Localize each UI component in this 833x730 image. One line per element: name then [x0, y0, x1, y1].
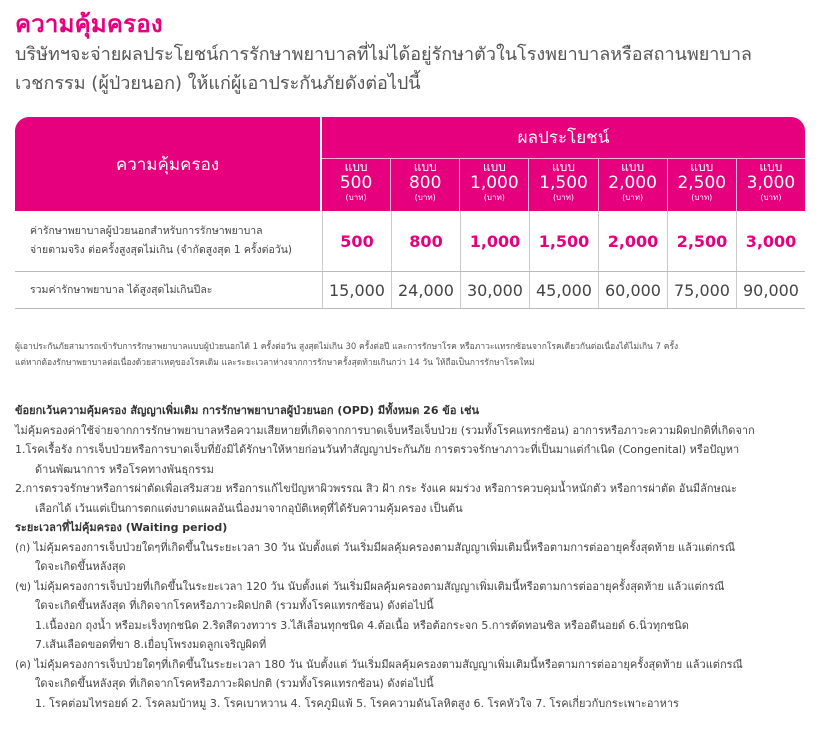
waiting-item-cont: ใดจะเกิดขึ้นหลังสุด ที่เกิดจากโรคหรือภาวะผิดปกติ (รวมทั้งโรคแทรกซ้อน) ดังต่อไปนี้ [35, 677, 434, 690]
table-row-per-visit [15, 211, 805, 272]
plan-prefix: แบบ [759, 160, 783, 174]
plan-header [528, 159, 597, 211]
plan-unit: (บาท) [345, 193, 367, 202]
plan-prefix: แบบ [552, 160, 575, 174]
plan-header [598, 159, 667, 211]
waiting-item: (ค) ไม่คุ้มครองการเจ็บป่วยใดๆที่เกิดขึ้นในระยะเวลา 180 วัน นับตั้งแต่ วันเริ่มมีผลคุ้มครองตามสัญญาเพิ่มเติมนี้หรือตามการต่ออายุครั้งสุดท้าย แล้วแต่กรณี [15, 657, 743, 671]
table-cell: 2,500 [667, 211, 736, 271]
plan-prefix: แบบ [621, 160, 645, 174]
exclusions-heading: ข้อยกเว้นความคุ้มครอง สัญญาเพิ่มเติม การรักษาพยาบาลผู้ป่วยนอก (OPD) มีทั้งหมด 26 ข้อ เช่น [15, 404, 480, 417]
plan-unit: (บาท) [414, 193, 436, 202]
exclusion-item: 1.โรคเรื้อรัง การเจ็บป่วยหรือการบาดเจ็บที่ยังมิได้รักษาให้หายก่อนวันทำสัญญาประกันภัย การตรวจรักษาภาวะที่เป็นมาแต่กำเนิด (Congenital) หรือปัญหา [15, 443, 740, 456]
page-subtitle: บริษัทฯจะจ่ายผลประโยชน์การรักษาพยาบาลที่ไม่ได้อยู่รักษาตัวในโรงพยาบาลหรือสถานพยาบาลเวชกรรม (ผู้ป่วยนอก) ให้แก่ผู้เอาประกันภัยดังต่อไปนี้ [15, 44, 752, 94]
plan-prefix: แบบ [413, 160, 437, 174]
table-cell: 3,000 [736, 211, 805, 271]
exclusions-section [15, 401, 815, 713]
row-label-line: ค่ารักษาพยาบาลผู้ป่วยนอกสำหรับการรักษาพยาบาล [30, 225, 263, 237]
waiting-item-cont: ใดจะเกิดขึ้นหลังสุด ที่เกิดจากโรคหรือภาวะผิดปกติ (รวมทั้งโรคแทรกซ้อน) ดังต่อไปนี้ [35, 599, 434, 612]
exclusion-item: 2.การตรวจรักษาหรือการผ่าตัดเพื่อเสริมสวย หรือการแก้ไขปัญหาผิวพรรณ สิว ฝ้า กระ รังแค ผมร่วง หรือการควบคุมน้ำหนักตัว หรือการผ่าตัด อันมีลักษณะ [15, 482, 737, 495]
table-cell: 15,000 [322, 272, 391, 308]
table-cell: 90,000 [736, 272, 805, 308]
waiting-item-cont: ใดจะเกิดขึ้นหลังสุด [35, 560, 126, 573]
coverage-note [15, 339, 815, 371]
plan-unit: (บาท) [760, 193, 782, 202]
table-row-annual-max [15, 272, 805, 309]
plan-value: 3,000 [746, 173, 796, 193]
plan-value: 800 [408, 173, 442, 193]
table-cell: 45,000 [529, 272, 598, 308]
plan-prefix: แบบ [482, 160, 506, 174]
plan-unit: (บาท) [552, 193, 575, 202]
plan-header [322, 159, 390, 211]
plan-value: 1,000 [470, 173, 519, 193]
waiting-item: (ก) ไม่คุ้มครองการเจ็บป่วยใดๆที่เกิดขึ้นในระยะเวลา 30 วัน นับตั้งแต่ วันเริ่มมีผลคุ้มครองตามสัญญาเพิ่มเติมนี้หรือตามการต่ออายุครั้งสุดท้าย แล้วแต่กรณี [15, 540, 736, 554]
plan-prefix: แบบ [690, 160, 714, 174]
row-label [15, 211, 322, 271]
table-cell: 30,000 [460, 272, 529, 308]
waiting-list: 7.เส้นเลือดขอดที่ขา 8.เยื่อบุโพรงมดลูกเจริญผิดที่ [35, 638, 267, 651]
exclusion-item-cont: ด้านพัฒนาการ หรือโรคทางพันธุกรรม [35, 462, 214, 476]
table-header [15, 117, 805, 211]
coverage-header: ความคุ้มครอง [15, 117, 320, 211]
waiting-item: (ข) ไม่คุ้มครองการเจ็บป่วยที่เกิดขึ้นในระยะเวลา 120 วัน นับตั้งแต่ วันเริ่มมีผลคุ้มครองตามสัญญาเพิ่มเติมนี้หรือตามการต่ออายุครั้งสุดท้าย แล้วแต่กรณี [15, 579, 725, 593]
table-cell: 60,000 [598, 272, 667, 308]
plan-value: 2,000 [608, 173, 657, 193]
plan-header [459, 159, 528, 211]
row-cells [322, 211, 805, 271]
plan-header [390, 159, 459, 211]
waiting-list: 1.เนื้องอก ถุงน้ำ หรือมะเร็งทุกชนิด 2.ริดสีดวงทวาร 3.ไส้เลื่อนทุกชนิด 4.ต้อเนื้อ หรือต้อกระจก 5.การตัดทอนซิล หรืออดีนอยด์ 6.นิ่วทุกชนิด [35, 618, 689, 632]
waiting-heading: ระยะเวลาที่ไม่คุ้มครอง (Waiting period) [15, 521, 228, 534]
plan-header [667, 159, 736, 211]
table-cell: 2,000 [598, 211, 667, 271]
table-cell: 75,000 [667, 272, 736, 308]
benefit-header: ผลประโยชน์ [322, 117, 805, 159]
note-line: แต่หากต้องรักษาพยาบาลต่อเนื่องด้วยสาเหตุของโรคเดิม และระยะเวลาห่างจากการรักษาครั้งสุดท้ายเกินกว่า 14 วัน ให้ถือเป็นการรักษาโรคใหม่ [15, 358, 535, 368]
table-cell: 24,000 [391, 272, 460, 308]
plan-prefix: แบบ [344, 160, 368, 174]
plan-value: 500 [339, 173, 373, 193]
row-cells [322, 272, 805, 308]
plan-header [736, 159, 805, 211]
row-label: รวมค่ารักษาพยาบาล ได้สูงสุดไม่เกินปีละ [30, 283, 213, 296]
plan-unit: (บาท) [622, 193, 644, 202]
waiting-list: 1. โรคต่อมไทรอยด์ 2. โรคลมบ้าหมู 3. โรคเบาหวาน 4. โรคภูมิแพ้ 5. โรคความดันโลหิตสูง 6. โรคหัวใจ 7. โรคเกี่ยวกับกระเพาะอาหาร [35, 696, 679, 710]
table-cell: 1,500 [529, 211, 598, 271]
plan-unit: (บาท) [483, 193, 505, 202]
table-cell: 1,000 [460, 211, 529, 271]
benefit-header-group [322, 117, 805, 211]
note-line: ผู้เอาประกันภัยสามารถเข้ารับการรักษาพยาบาลแบบผู้ป่วยนอกได้ 1 ครั้งต่อวัน สูงสุดไม่เกิน 30 ครั้งต่อปี และการรักษาโรค หรือภาวะแทรกซ้อนจากโรคเดียวกันต่อเนื่องได้ไม่เกิน 7 ครั้ง [15, 342, 679, 352]
plan-unit: (บาท) [691, 193, 713, 202]
exclusions-intro: ไม่คุ้มครองค่าใช้จ่ายจากการรักษาพยาบาลหรือความเสียหายที่เกิดจากการบาดเจ็บหรือเจ็บป่วย (รวมทั้งโรคแทรกซ้อน) อาการหรือภาวะความผิดปกติที่เกิดจาก [15, 423, 755, 437]
plan-value: 1,500 [539, 173, 588, 193]
table-cell: 500 [322, 211, 391, 271]
plan-headers [322, 159, 805, 211]
plan-value: 2,500 [677, 173, 727, 193]
row-label-line: จ่ายตามจริง ต่อครั้งสูงสุดไม่เกิน (จำกัดสูงสุด 1 ครั้งต่อวัน) [30, 244, 292, 256]
exclusion-item-cont: เลือกได้ เว้นแต่เป็นการตกแต่งบาดแผลอันเนื่องมาจากอุบัติเหตุที่ได้รับความคุ้มครอง เป็นต้น [35, 501, 463, 515]
table-cell: 800 [391, 211, 460, 271]
benefit-table [15, 117, 805, 309]
page-title: ความคุ้มครอง [15, 10, 163, 38]
